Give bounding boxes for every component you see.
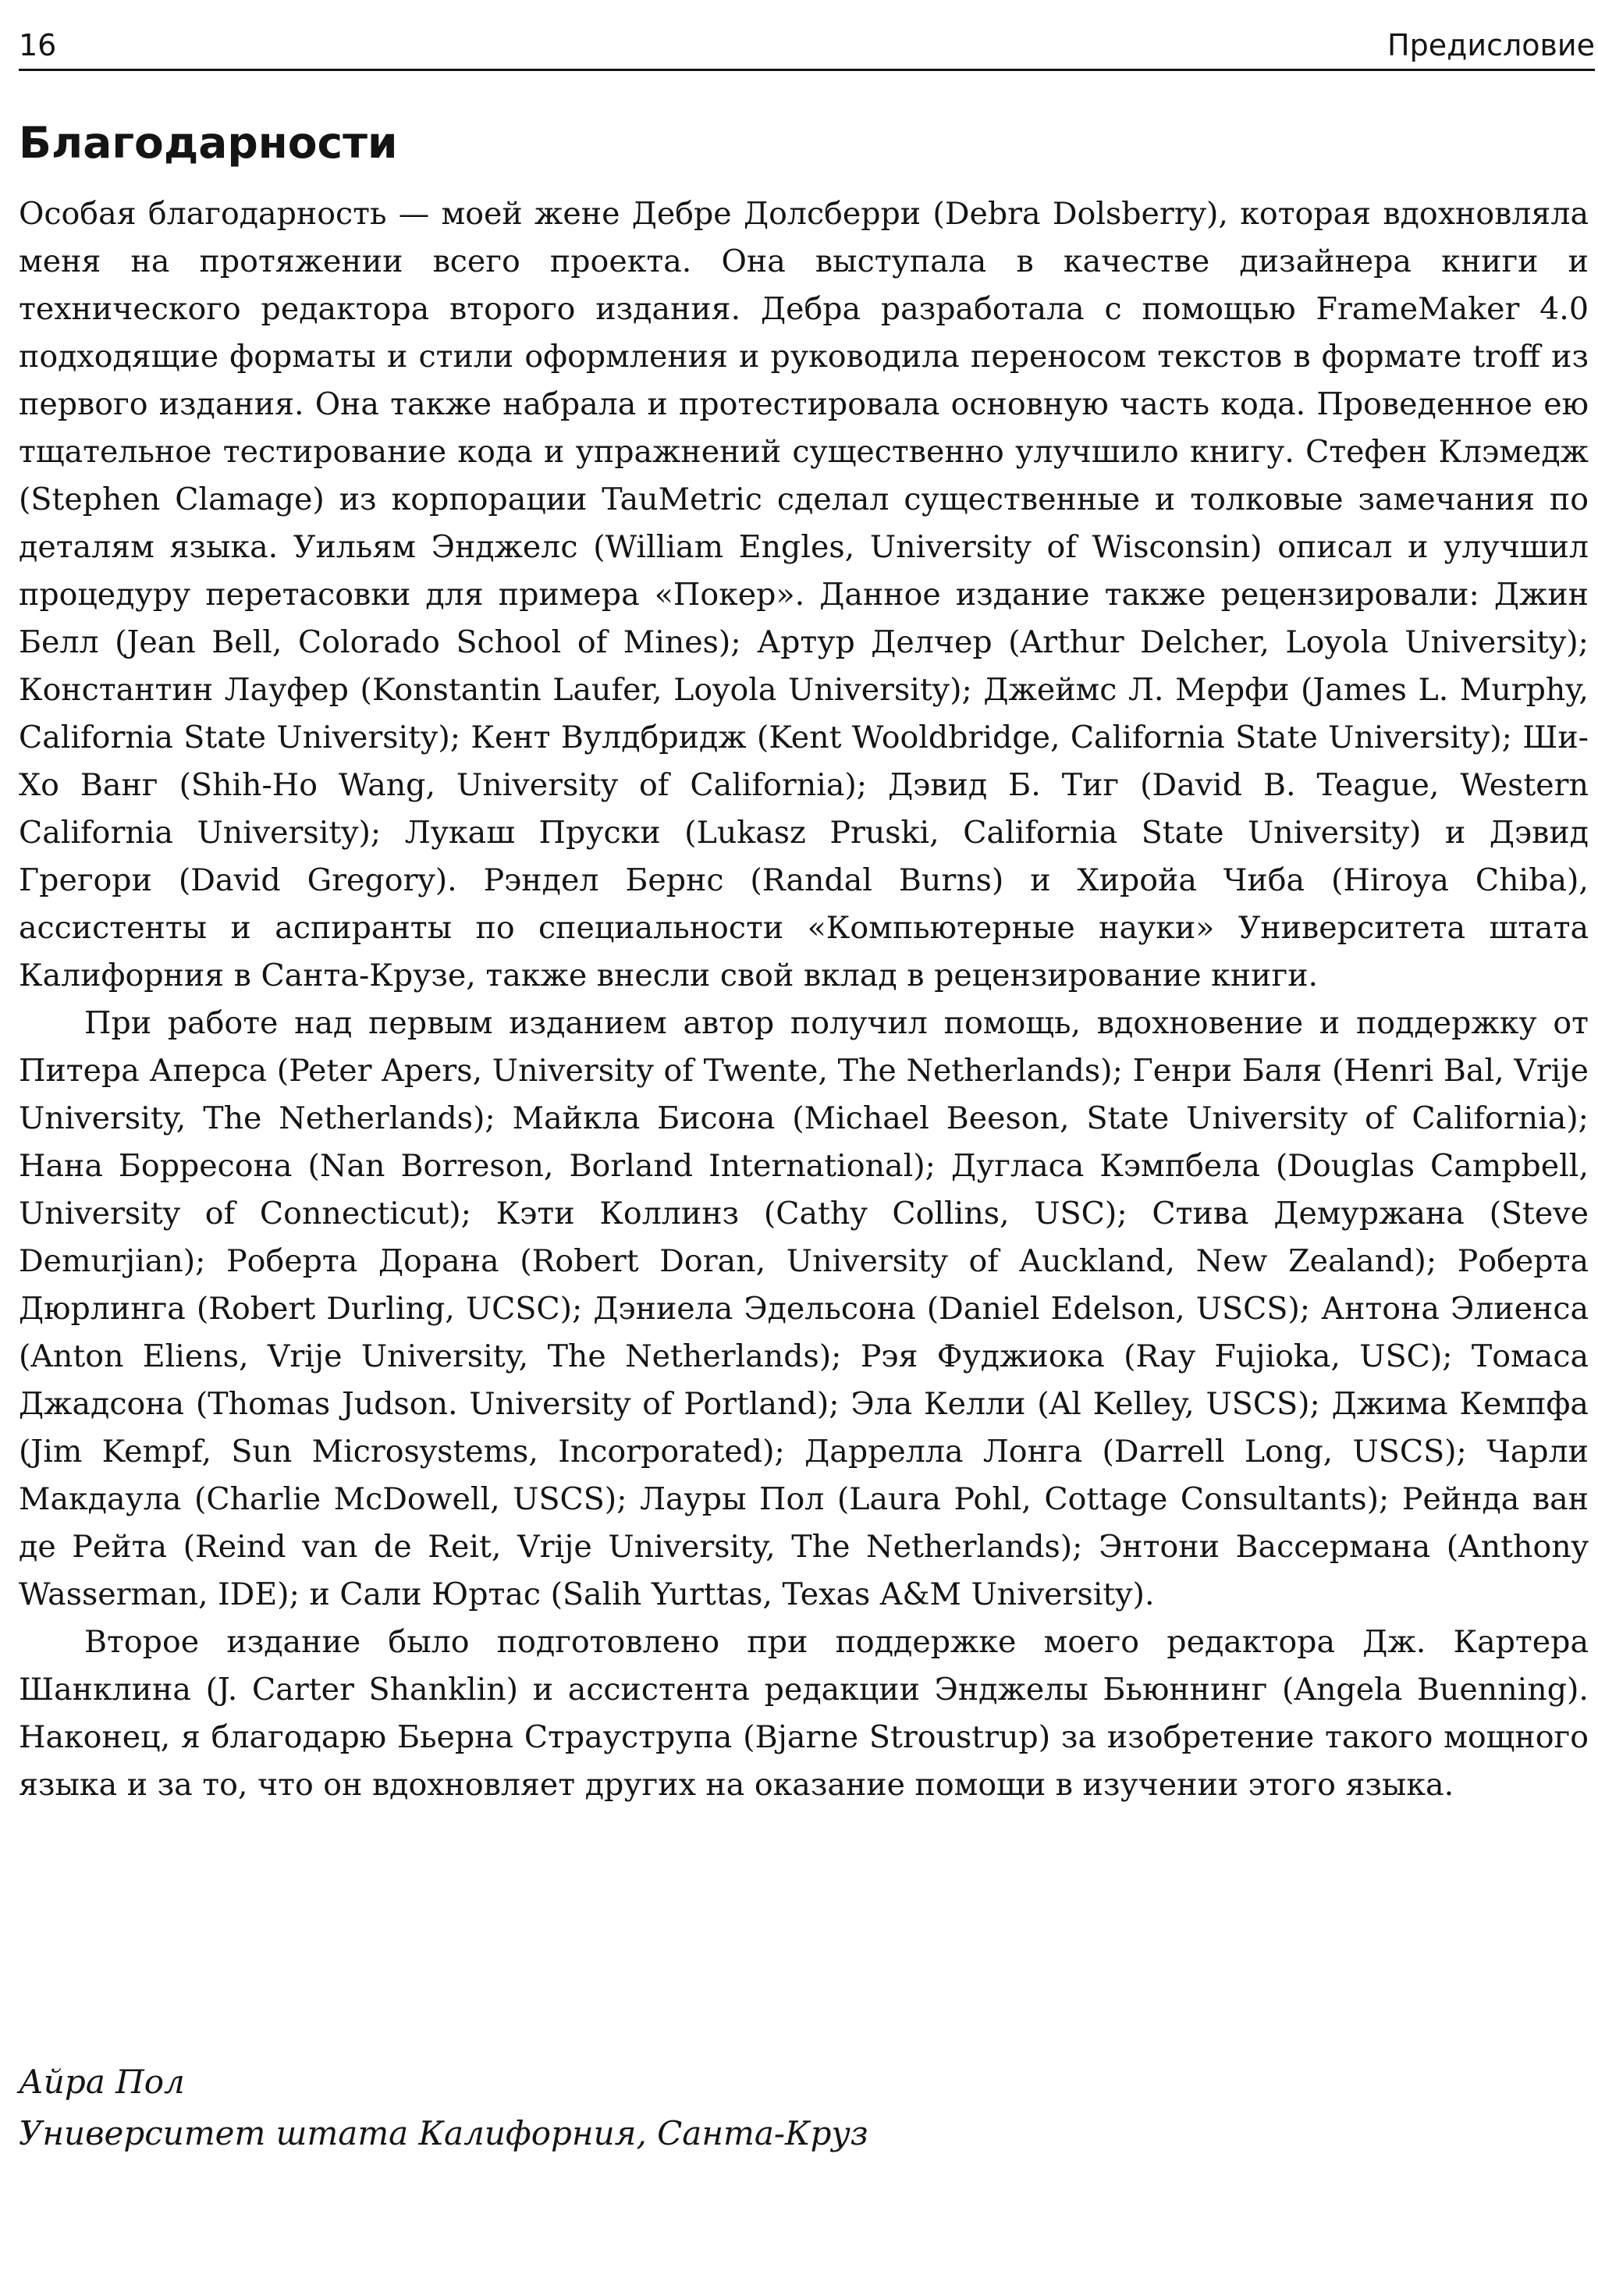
book-page xyxy=(19,0,1595,2296)
page-number: 16 xyxy=(19,28,57,62)
body-text xyxy=(19,190,1589,1809)
author-affiliation: Университет штата Калифорния, Санта-Круз xyxy=(19,2114,868,2152)
section-heading: Благодарности xyxy=(19,118,398,168)
signature-block xyxy=(19,2056,868,2159)
paragraph-second: При работе над первым изданием автор получил помощь, вдохновение и поддержку от Питера Аперса (Peter Apers, University of Twente, The Netherlands); Генри Баля (Henri Bal, Vrije University, The Netherlands); Майкла Бисона (Michael Beeson, State University of California); Нана Борресона (Nan Borreson, Borland International); Дугласа Кэмпбела (Douglas Campbell, University of Connecticut); Кэти Коллинз (Cathy Collins, USC); Стива Демуржана (Steve Demurjian); Роберта Дорана (Robert Doran, University of Auckland, New Zealand); Роберта Дюрлинга (Robert Durling, UCSC); Дэниела Эдельсона (Daniel Edelson, USCS); Антона Элиенса (Anton Eliens, Vrije University, The Netherlands); Рэя Фуджиока (Ray Fujioka, USC); Томаса Джадсона (Thomas Judson. University of Portland); Эла Келли (Al Kelley, USCS); Джима Кемпфа (Jim Kempf, Sun Microsystems, Incorporated); Даррелла Лонга (Darrell Long, USCS); Чарли Макдаула (Charlie McDowell, USCS); Лауры Пол (Laura Pohl, Cottage Consultants); Рейнда ван де Рейта (Reind van de Reit, Vrije University, The Netherlands); Энтони Вассермана (Anthony Wasserman, IDE); и Сали Юртас (Salih Yurttas, Texas A&M University). xyxy=(19,1005,1589,1612)
author-name: Айра Пол xyxy=(19,2063,185,2101)
running-header xyxy=(19,25,1595,71)
running-section-title: Предисловие xyxy=(1387,28,1595,62)
paragraph-first: Особая благодарность — моей жене Дебре Долсберри (Debra Dolsberry), которая вдохновляла меня на протяжении всего проекта. Она выступала в качестве дизайнера книги и технического редактора второго издания. Дебра разработала с помощью FrameMaker 4.0 подходящие форматы и стили оформления и руководила переносом текстов в формате troff из первого издания. Она также набрала и протестировала основную часть кода. Проведенное ею тщательное тестирование кода и упражнений существенно улучшило книгу. Стефен Клэмедж (Stephen Clamage) из корпорации TauMetric сделал существенные и толковые замечания по деталям языка. Уильям Энджелс (William Engles, University of Wisconsin) описал и улучшил процедуру перетасовки для примера «Покер». Данное издание также рецензировали: Джин Белл (Jean Bell, Colorado School of Mines); Артур Делчер (Arthur Delcher, Loyola University); Константин Лауфер (Konstantin Laufer, Loyola University); Джеймс Л. Мерфи (James L. Murphy, California State University); Кент Вулдбридж (Kent Wooldbridge, California State University); Ши-Хо Ванг (Shih-Ho Wang, University of California); Дэвид Б. Тиг (David B. Teague, Western California University); Лукаш Пруски (Lukasz Pruski, California State University) и Дэвид Грегори (David Gregory). Рэндел Бернс (Randal Burns) и Хиройа Чиба (Hiroya Chiba), ассистенты и аспиранты по специальности «Компьютерные науки» Университета штата Калифорния в Санта-Крузе, также внесли свой вклад в рецензирование книги. xyxy=(19,196,1589,993)
paragraph-third: Второе издание было подготовлено при поддержке моего редактора Дж. Картера Шанклина (J. Carter Shanklin) и ассистента редакции Энджелы Бьюннинг (Angela Buenning). Наконец, я благодарю Бьерна Страуструпа (Bjarne Stroustrup) за изобретение такого мощного языка и за то, что он вдохновляет других на оказание помощи в изучении этого языка. xyxy=(19,1624,1589,1803)
